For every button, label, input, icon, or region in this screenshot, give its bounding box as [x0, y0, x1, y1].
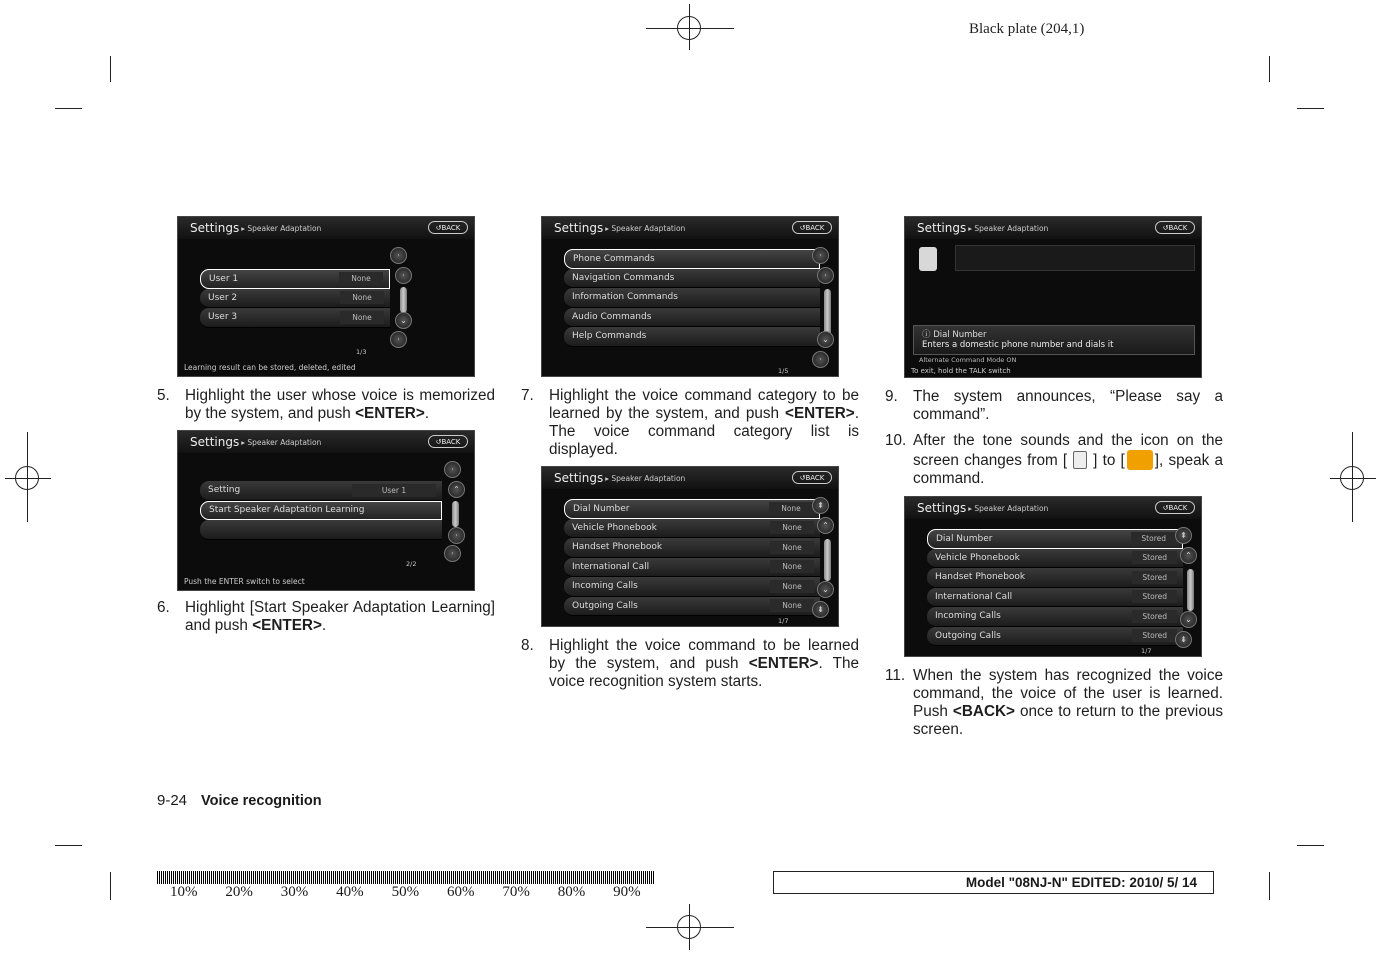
page-down-icon[interactable]: ⇟	[1175, 631, 1192, 648]
screen-subtitle: ▸ Speaker Adaptation	[605, 223, 686, 233]
key-label: <ENTER>	[355, 405, 425, 422]
screen-title: Settings	[190, 221, 240, 235]
item-value: User 1	[352, 484, 436, 497]
step-number: 5.	[157, 387, 170, 404]
list-item[interactable]	[564, 538, 820, 558]
screen-subtitle-text: Speaker Adaptation	[974, 503, 1049, 513]
step-number: 10.	[885, 432, 907, 449]
crop-mark	[1297, 845, 1324, 846]
crop-mark	[110, 872, 111, 900]
info-text: Enters a domestic phone number and dials it	[922, 340, 1114, 350]
item-label: Incoming Calls	[935, 611, 1001, 622]
step-7	[521, 387, 859, 459]
list-item[interactable]	[200, 269, 390, 289]
percent-label: 90%	[613, 884, 641, 900]
step-text-a: After the tone sounds and the icon on the screen changes from [	[913, 432, 1223, 469]
back-button[interactable]: ↺ BACK	[792, 221, 832, 234]
back-button[interactable]: ↺ BACK	[1155, 221, 1195, 234]
step-5	[157, 387, 495, 423]
screen-subtitle-text: Speaker Adaptation	[247, 437, 322, 447]
item-value: None	[770, 541, 814, 554]
page-down-icon[interactable]: ⇟	[812, 601, 829, 618]
step-text-a: Highlight the voice command to be learned by the system, and push	[549, 637, 859, 672]
crop-mark	[110, 56, 111, 82]
chevron-down-icon[interactable]: ⌄	[1180, 611, 1197, 628]
list-item[interactable]	[200, 308, 390, 328]
back-button[interactable]: ↺ BACK	[428, 435, 468, 448]
step-text-a: Highlight the voice command category to be learned by the system, and push	[549, 387, 859, 422]
step-text-b: .	[321, 617, 327, 634]
list-item[interactable]	[564, 558, 820, 578]
item-value: Stored	[1132, 610, 1177, 623]
list-item[interactable]	[200, 289, 390, 309]
voice-speak-icon	[1127, 450, 1153, 470]
back-label: BACK	[805, 223, 825, 232]
percent-label: 50%	[391, 884, 420, 900]
step-number: 11.	[885, 667, 906, 684]
step-text-a: Highlight [Start Speaker Adaptation Learning] and push	[185, 599, 495, 634]
screen-subtitle: ▸ Speaker Adaptation	[241, 437, 322, 447]
item-label: Phone Commands	[573, 253, 655, 264]
chevron-down-icon[interactable]: ⌄	[817, 331, 834, 348]
page-indicator: 1/3	[356, 348, 367, 356]
column-right	[885, 216, 1223, 739]
list-item[interactable]	[564, 308, 820, 328]
page-up-icon[interactable]: ⇞	[1175, 527, 1192, 544]
scroll-up-icon[interactable]: ·	[444, 461, 461, 478]
item-label: Vehicle Phonebook	[572, 522, 657, 533]
step-text-a: Highlight the user whose voice is memorized by the system, and push	[185, 387, 495, 422]
scrollbar[interactable]	[824, 539, 831, 581]
screen-title: Settings	[190, 435, 240, 449]
scrollbar[interactable]	[824, 289, 831, 337]
list-item[interactable]	[564, 269, 820, 289]
exit-hint: To exit, hold the TALK switch	[911, 367, 1011, 375]
plate-label: Black plate (204,1)	[969, 21, 1085, 37]
item-label: Handset Phonebook	[572, 542, 663, 553]
list-item[interactable]	[927, 568, 1183, 588]
screen-voice-input	[904, 216, 1202, 378]
chevron-down-icon[interactable]: ⌄	[817, 581, 834, 598]
chevron-up-icon[interactable]: ⌃	[1180, 547, 1197, 564]
item-value: None	[770, 560, 814, 573]
screen-title: Settings	[917, 501, 967, 515]
registration-mark	[677, 16, 701, 40]
screen-subtitle-text: Speaker Adaptation	[611, 473, 686, 483]
registration-mark	[677, 915, 701, 939]
list-item[interactable]	[927, 627, 1183, 647]
key-label: <ENTER>	[252, 617, 322, 634]
key-label: <ENTER>	[748, 655, 819, 672]
item-label: Help Commands	[572, 331, 647, 342]
item-value: None	[340, 291, 384, 304]
list-item[interactable]	[564, 597, 820, 617]
crop-mark	[55, 108, 82, 109]
crop-mark	[55, 845, 82, 846]
step-text-b: . The voice command category list is displayed.	[549, 405, 859, 458]
scroll-up-icon[interactable]: ·	[390, 247, 407, 264]
screen-title: Settings	[917, 221, 967, 235]
item-label: Outgoing Calls	[572, 600, 638, 611]
item-value: None	[770, 599, 814, 612]
step-9	[885, 388, 1223, 424]
back-label: BACK	[1168, 223, 1188, 232]
back-button[interactable]: ↺ BACK	[1155, 501, 1195, 514]
screen-subtitle: ▸ Speaker Adaptation	[605, 473, 686, 483]
scroll-down-icon[interactable]: ·	[812, 351, 829, 368]
item-value: Stored	[1132, 629, 1177, 642]
scroll-up-icon[interactable]: ·	[812, 247, 829, 264]
list-item[interactable]	[564, 519, 820, 539]
screen-title: Settings	[554, 221, 604, 235]
item-label: Start Speaker Adaptation Learning	[209, 505, 365, 516]
column-middle	[521, 216, 859, 691]
item-label: Outgoing Calls	[935, 630, 1001, 641]
screen-hint: Push the ENTER switch to select	[184, 577, 305, 586]
step-8	[521, 637, 859, 691]
percent-label: 30%	[280, 884, 309, 900]
page-indicator: 1/5	[778, 367, 789, 375]
model-info-box: Model "08NJ-N" EDITED: 2010/ 5/ 14	[773, 871, 1214, 894]
back-button[interactable]: ↺ BACK	[792, 471, 832, 484]
back-label: BACK	[441, 223, 461, 232]
scroll-up-icon[interactable]: ·	[817, 267, 834, 284]
chevron-down-icon[interactable]: ⌄	[395, 312, 412, 329]
step-text	[913, 667, 1223, 739]
step-number: 6.	[157, 599, 170, 616]
user-list	[200, 269, 390, 328]
item-label: Dial Number	[573, 503, 630, 514]
back-label: BACK	[805, 473, 825, 482]
scrollbar[interactable]	[1187, 569, 1194, 611]
list-item[interactable]	[564, 288, 820, 308]
list-item[interactable]	[927, 607, 1183, 627]
screen-subtitle: ▸ Speaker Adaptation	[241, 223, 322, 233]
item-value: None	[769, 502, 813, 515]
column-left	[157, 216, 495, 635]
step-text-b: .	[424, 405, 430, 422]
back-label: BACK	[1168, 503, 1188, 512]
key-label: <BACK>	[952, 703, 1015, 720]
percent-label: 20%	[225, 884, 253, 900]
category-list	[564, 249, 820, 347]
page-indicator: 2/2	[406, 560, 417, 568]
empty-row	[200, 520, 442, 540]
page-footer	[157, 792, 322, 809]
step-number: 9.	[885, 388, 898, 405]
item-label: Information Commands	[572, 292, 678, 303]
percent-label: 40%	[336, 884, 364, 900]
item-value: Stored	[1132, 551, 1177, 564]
screen-command-categories	[541, 216, 839, 377]
percent-label: 80%	[557, 884, 586, 900]
screen-hint: Learning result can be stored, deleted, edited	[184, 363, 356, 372]
page-number: 9-24	[157, 792, 188, 809]
step-text-a: When the system has recognized the voice command, the voice of the user is learned. Push	[913, 667, 1223, 720]
list-item[interactable]	[564, 499, 820, 519]
item-label: Handset Phonebook	[935, 572, 1026, 583]
item-value: None	[339, 272, 383, 285]
item-value: Stored	[1132, 590, 1177, 603]
item-value: Stored	[1132, 571, 1177, 584]
scrollbar[interactable]	[400, 287, 407, 313]
density-bar	[157, 871, 655, 884]
crop-mark	[1297, 108, 1324, 109]
percent-label: 10%	[170, 884, 198, 900]
section-title: Voice recognition	[201, 793, 322, 809]
list-item[interactable]	[927, 588, 1183, 608]
screen-start-learning	[177, 430, 475, 591]
item-label: Dial Number	[936, 533, 993, 544]
step-text-b: ], speak a command.	[913, 452, 1223, 487]
screen-subtitle: ▸ Speaker Adaptation	[968, 223, 1049, 233]
registration-mark	[15, 466, 39, 490]
list-item[interactable]	[564, 577, 820, 597]
crop-mark	[1269, 872, 1270, 900]
start-learning-button[interactable]	[200, 501, 442, 521]
mode-status: Alternate Command Mode ON	[919, 356, 1017, 364]
command-list	[564, 499, 820, 616]
step-text	[549, 637, 859, 691]
step-10	[885, 432, 1223, 488]
voice-idle-icon	[1073, 451, 1087, 469]
item-label: International Call	[572, 561, 650, 572]
registration-mark	[1340, 466, 1364, 490]
item-label: Incoming Calls	[572, 581, 638, 592]
scroll-down-icon[interactable]: ·	[448, 527, 465, 544]
percent-label: 60%	[446, 884, 475, 900]
item-value: None	[340, 311, 384, 324]
settings-list	[200, 481, 442, 540]
density-labels	[170, 884, 669, 901]
list-item[interactable]	[927, 529, 1183, 549]
back-button[interactable]: ↺ BACK	[428, 221, 468, 234]
screen-commands-stored	[904, 496, 1202, 657]
item-label: User 3	[208, 312, 238, 323]
item-label: Navigation Commands	[572, 272, 675, 283]
list-item[interactable]	[564, 249, 820, 269]
crop-mark	[1269, 56, 1270, 82]
info-title: Dial Number	[933, 330, 987, 340]
setting-row[interactable]	[200, 481, 442, 501]
step-text-b: once to return to the previous screen.	[913, 703, 1223, 738]
item-label: International Call	[935, 591, 1013, 602]
item-value: None	[770, 521, 814, 534]
screen-subtitle-text: Speaker Adaptation	[611, 223, 686, 233]
step-text: The system announces, “Please say a command”.	[913, 388, 1223, 423]
page-up-icon[interactable]: ⇞	[812, 497, 829, 514]
item-value: Stored	[1131, 532, 1176, 545]
step-text	[913, 432, 1223, 488]
step-11	[885, 667, 1223, 739]
page-indicator: 1/7	[778, 617, 789, 625]
screen-user-select	[177, 216, 475, 377]
screen-title: Settings	[554, 471, 604, 485]
item-label: Audio Commands	[572, 311, 652, 322]
item-label: User 1	[209, 273, 239, 284]
key-label: <ENTER>	[785, 405, 855, 422]
voice-status-icon	[919, 247, 937, 271]
step-text-b: . The voice recognition system starts.	[549, 655, 859, 690]
scrollbar[interactable]	[452, 501, 459, 527]
step-number: 7.	[521, 387, 534, 404]
screen-subtitle-text: Speaker Adaptation	[247, 223, 322, 233]
screen-subtitle: ▸ Speaker Adaptation	[968, 503, 1049, 513]
chevron-up-icon[interactable]: ⌃	[448, 481, 465, 498]
info-panel: ⓘ Dial Number Enters a domestic phone number and dials it	[913, 325, 1195, 355]
chevron-up-icon[interactable]: ⌃	[817, 517, 834, 534]
list-item[interactable]	[927, 549, 1183, 569]
item-label: User 2	[208, 292, 238, 303]
step-text	[549, 387, 859, 459]
screen-subtitle-text: Speaker Adaptation	[974, 223, 1049, 233]
scroll-up-icon[interactable]: ·	[395, 267, 412, 284]
item-label: Setting	[208, 485, 241, 496]
back-label: BACK	[441, 437, 461, 446]
step-text-m: ] to [	[1093, 452, 1125, 469]
item-value: None	[770, 580, 814, 593]
voice-input-field	[955, 245, 1195, 271]
step-text	[185, 387, 495, 423]
list-item[interactable]	[564, 327, 820, 347]
page-indicator: 1/7	[1141, 647, 1152, 655]
item-label: Vehicle Phonebook	[935, 552, 1020, 563]
step-text	[185, 599, 495, 635]
screen-phone-commands	[541, 466, 839, 627]
scroll-down-icon[interactable]: ·	[390, 331, 407, 348]
percent-label: 70%	[502, 884, 530, 900]
command-list	[927, 529, 1183, 646]
step-6	[157, 599, 495, 635]
scroll-down-icon[interactable]: ·	[444, 545, 461, 562]
step-number: 8.	[521, 637, 534, 654]
